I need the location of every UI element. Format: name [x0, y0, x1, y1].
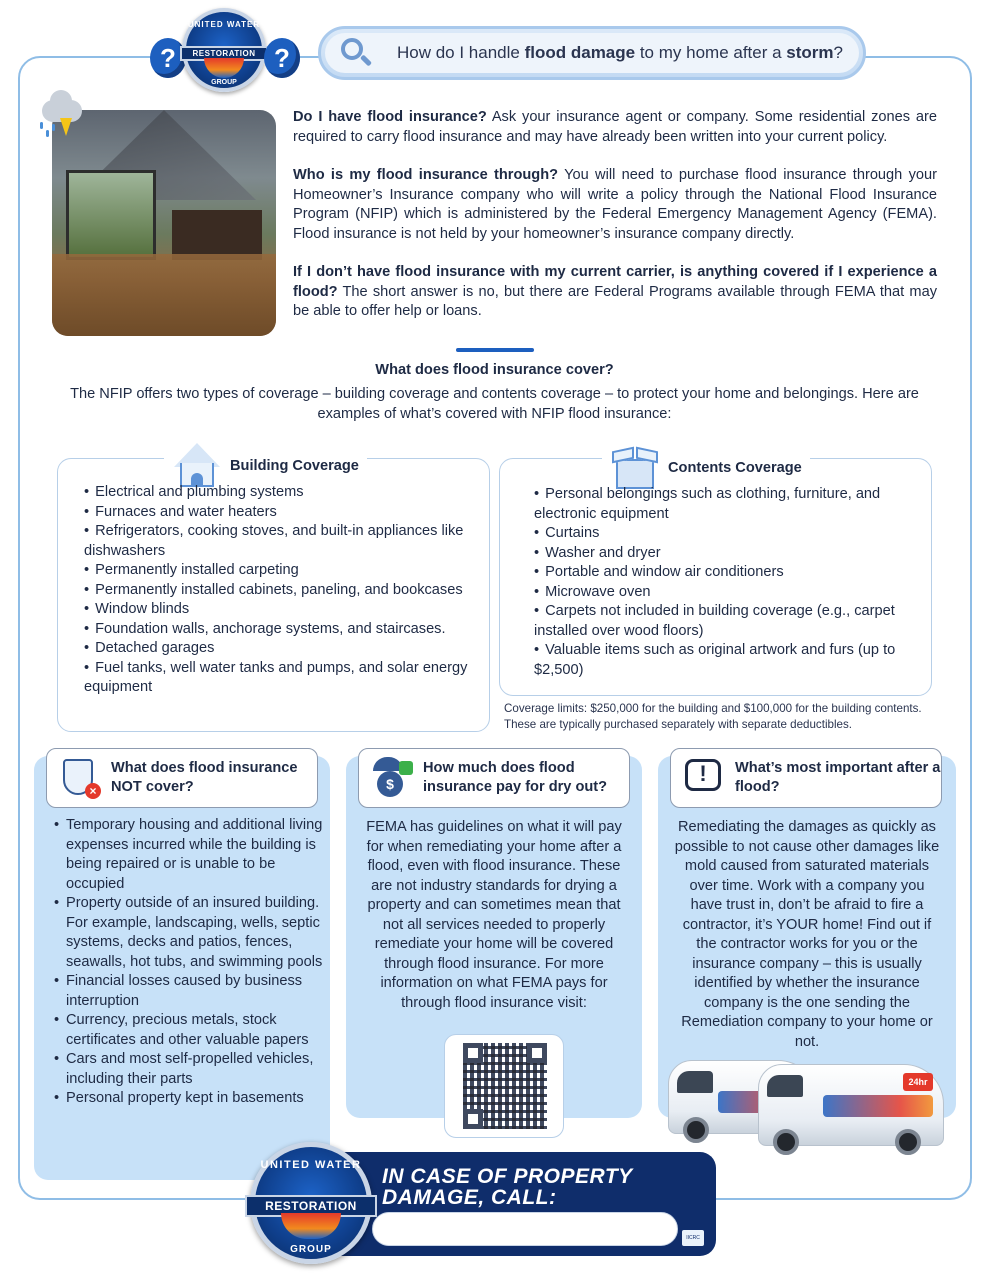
not-covered-panel [34, 756, 330, 1180]
building-coverage-title: Building Coverage [230, 458, 359, 474]
important-title: What’s most important after a flood? [735, 759, 941, 795]
building-coverage-list [84, 483, 476, 698]
header-logo-group [150, 8, 300, 108]
dry-out-title: How much does flood insurance pay for dry out? [423, 759, 608, 795]
logo-top-text: UNITED WATER [260, 1159, 362, 1171]
list-item: • Financial losses caused by business interruption [54, 972, 326, 1011]
divider [456, 348, 534, 352]
contents-coverage-list [534, 485, 914, 680]
list-item: • Curtains [534, 524, 914, 544]
service-van-image [758, 1064, 944, 1146]
list-item: • Personal belongings such as clothing, furniture, and electronic equipment [534, 485, 914, 524]
call-to-action-banner [340, 1152, 716, 1256]
list-item: • Detached garages [84, 639, 476, 659]
search-icon [341, 38, 371, 68]
qr-code[interactable] [444, 1034, 564, 1138]
flame-icon [204, 58, 244, 78]
list-item: • Currency, precious metals, stock certificates and other valuable papers [54, 1011, 326, 1050]
faq-item: Do I have flood insurance? Ask your insurance agent or company. Some residential zones are required to carry flood insurance and may have already been written into your current policy. [293, 109, 937, 145]
list-item: • Portable and window air conditioners [534, 563, 914, 583]
search-bar [318, 26, 866, 80]
footer-company-logo [250, 1142, 372, 1264]
logo-bottom-text: GROUP [211, 79, 237, 86]
dry-out-header [358, 748, 630, 808]
search-inner [325, 33, 859, 73]
list-item: • Electrical and plumbing systems [84, 483, 476, 503]
contents-coverage-card [499, 458, 932, 696]
shield-x-icon: × [59, 757, 101, 799]
not-covered-list [54, 816, 326, 1109]
money-umbrella-icon: $ [371, 757, 413, 799]
coverage-limits-note: Coverage limits: $250,000 for the building and $100,000 for the building contents. These are typically purchased separately with separate deductibles. [504, 702, 922, 731]
important-text: Remediating the damages as quickly as possible to not cause other damages like mold caused from saturated materials over time. Work with a company you have trust in, don’t be afraid to fire a contractor, it’s YOUR home! Find out if the contractor works for you or the insurance company – this is usually identified by whether the insurance company is the one sending the Remediation company to your home or not. [674, 819, 940, 1050]
flame-icon [281, 1213, 341, 1239]
important-header [670, 748, 942, 808]
list-item: • Carpets not included in building coverage (e.g., carpet installed over wood floors) [534, 602, 914, 641]
logo-band-text: RESTORATION [245, 1195, 377, 1217]
dry-out-panel [346, 756, 642, 1118]
phone-number-field [372, 1212, 678, 1246]
list-item: • Furnaces and water heaters [84, 503, 476, 523]
list-item: • Permanently installed carpeting [84, 561, 476, 581]
logo-band-text: RESTORATION [180, 46, 268, 61]
logo-top-text: UNITED WATER [187, 20, 261, 29]
question-mark-icon: ? [264, 38, 300, 78]
not-covered-header [46, 748, 318, 808]
list-item: • Microwave oven [534, 583, 914, 603]
list-item: • Foundation walls, anchorage systems, and staircases. [84, 620, 476, 640]
faq-item: If I don’t have flood insurance with my current carrier, is anything covered if I experience a flood? The short answer is no, but there are Federal Programs available through FEMA that may be able to offer help or loans. [293, 264, 937, 319]
list-item: • Personal property kept in basements [54, 1089, 326, 1109]
question-mark-icon: ? [150, 38, 186, 78]
list-item: • Window blinds [84, 600, 476, 620]
list-item: • Property outside of an insured building. For example, landscaping, wells, septic systems, decks and patios, fences, seawalls, hot tubs, and swimming pools [54, 894, 326, 972]
list-item: • Washer and dryer [534, 544, 914, 564]
building-coverage-card [57, 458, 490, 732]
list-item: • Refrigerators, cooking stoves, and built-in appliances like dishwashers [84, 522, 476, 561]
alert-icon: ! [683, 757, 725, 799]
list-item: • Valuable items such as original artwork and furs (up to $2,500) [534, 641, 914, 680]
dry-out-text: FEMA has guidelines on what it will pay for when remediating your home after a flood, even with flood insurance. These are not industry standards for drying a property and can sometimes mean that not all services needed to properly remediate your home will be covered through flood insurance. For more information on what FEMA pays for through flood insurance visit: [366, 819, 622, 1011]
list-item: • Cars and most self-propelled vehicles, including their parts [54, 1050, 326, 1089]
list-item: • Permanently installed cabinets, paneling, and bookcases [84, 581, 476, 601]
coverage-description: The NFIP offers two types of coverage – building coverage and contents coverage – to protect your home and belongings. Here are examples of what’s covered with NFIP flood insurance: [70, 386, 919, 422]
cta-title: IN CASE OF PROPERTY DAMAGE, CALL: [382, 1165, 633, 1209]
list-item: • Fuel tanks, well water tanks and pumps, and solar energy equipment [84, 659, 476, 698]
company-logo [182, 8, 266, 92]
list-item: • Temporary housing and additional living expenses incurred while the building is being repaired or is unable to be occupied [54, 816, 326, 894]
coverage-title: What does flood insurance cover? [375, 362, 614, 378]
qr-code-icon [463, 1043, 547, 1129]
search-question: How do I handle flood damage to my home after a storm? [397, 43, 843, 62]
contents-coverage-title: Contents Coverage [668, 460, 802, 476]
intro-faq [293, 108, 937, 341]
certification-badge-icon: IICRC [682, 1230, 704, 1246]
not-covered-title: What does flood insurance NOT cover? [111, 759, 298, 795]
logo-bottom-text: GROUP [290, 1244, 332, 1255]
storm-cloud-icon [36, 96, 90, 146]
faq-item: Who is my flood insurance through? You will need to purchase flood insurance through your Homeowner’s Insurance company who will write a policy through the National Flood Insurance Program (NFIP) which is administered by the Federal Emergency Management Agency (FEMA). Flood insurance is not held by your homeowner’s insurance company directly. [293, 167, 937, 242]
badge-24hr: 24hr [903, 1073, 933, 1091]
